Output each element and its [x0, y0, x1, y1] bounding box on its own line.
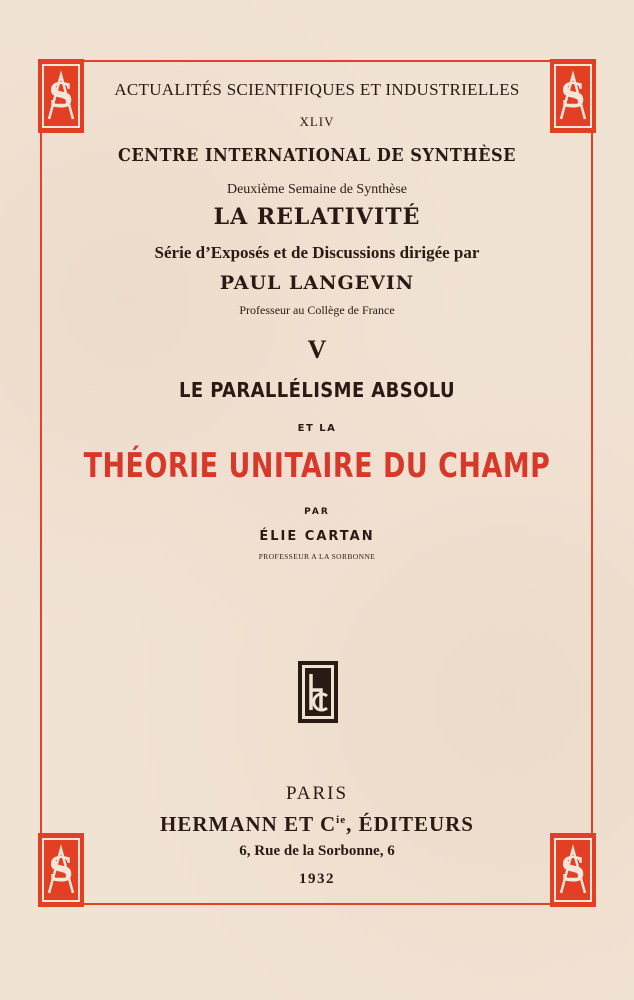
centre-name: CENTRE INTERNATIONAL DE SYNTHÈSE [117, 145, 517, 166]
publisher-logo-icon [297, 660, 339, 724]
series-description: Série d’Exposés et de Discussions dirigée par [154, 243, 480, 262]
volume-number: V [307, 335, 327, 364]
publisher-address: 6, Rue de la Sorbonne, 6 [239, 843, 395, 859]
conjunction: ET LA [297, 423, 337, 434]
topic-title: LA RELATIVITÉ [213, 204, 421, 230]
svg-text:S: S [560, 76, 586, 116]
series-number: XLIV [299, 114, 335, 129]
svg-text:S: S [48, 850, 74, 890]
svg-text:S: S [560, 850, 586, 890]
author-name: ÉLIE CARTAN [259, 529, 375, 544]
by-label: PAR [304, 507, 330, 517]
publication-year: 1932 [299, 871, 335, 887]
publisher [0, 812, 634, 837]
svg-text:S: S [48, 76, 74, 116]
director-name: PAUL LANGEVIN [219, 272, 415, 294]
director-title: Professeur au Collège de France [239, 303, 395, 317]
semaine-label: Deuxième Semaine de Synthèse [226, 182, 407, 197]
publisher-role: , ÉDITEURS [346, 812, 474, 836]
city: PARIS [285, 783, 349, 804]
publisher-superscript: ie [336, 814, 347, 826]
author-title: PROFESSEUR A LA SORBONNE [258, 552, 376, 561]
publisher-name: HERMANN ET C [160, 812, 337, 836]
subtitle: LE PARALLÉLISME ABSOLU [179, 378, 455, 402]
main-title: THÉORIE UNITAIRE DU CHAMP [83, 446, 551, 486]
series-title: ACTUALITÉS SCIENTIFIQUES ET INDUSTRIELLES [114, 80, 520, 99]
